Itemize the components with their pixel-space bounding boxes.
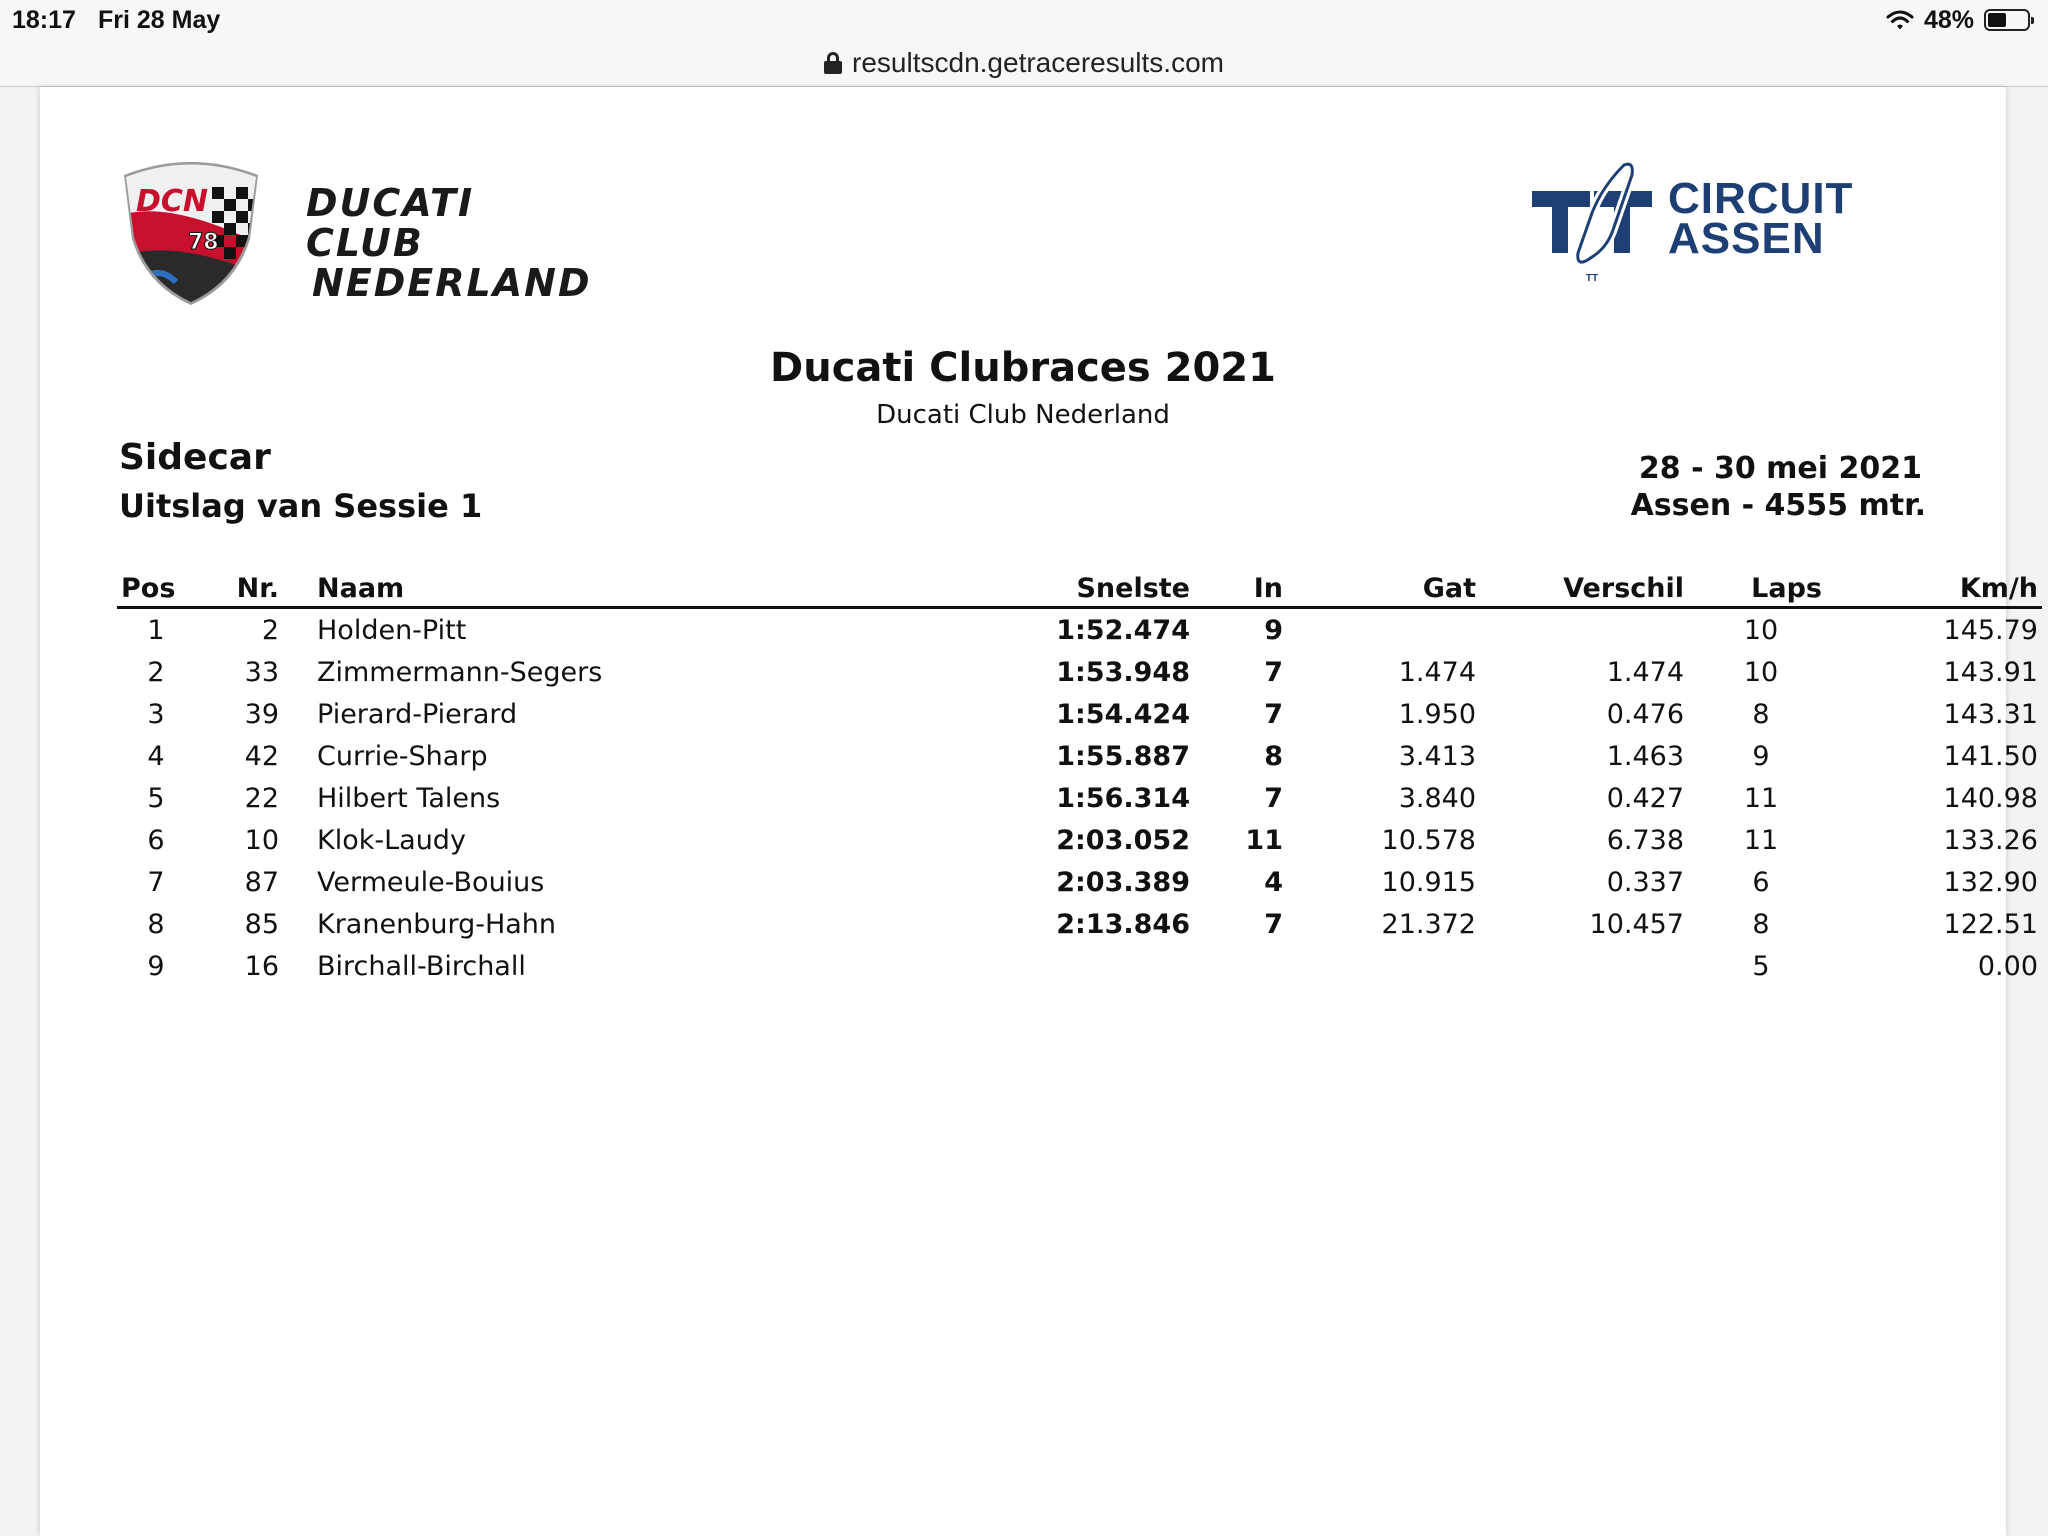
cell-kmh: 132.90 <box>1943 866 2038 898</box>
cell-diff: 0.427 <box>1606 782 1684 814</box>
cell-diff: 0.476 <box>1606 698 1684 730</box>
cell-laps: 5 <box>1752 950 1770 982</box>
status-right <box>1886 5 2030 35</box>
cell-diff: 1.474 <box>1606 656 1684 688</box>
dcn-badge-number: 78 <box>188 230 219 255</box>
cell-number: 42 <box>244 740 279 772</box>
url-text[interactable]: resultscdn.getraceresults.com <box>852 47 1224 78</box>
tt-line1: CIRCUIT <box>1668 174 1854 223</box>
cell-in-lap: 7 <box>1264 656 1283 688</box>
ducati-club-nederland-logo <box>116 157 596 307</box>
cell-in-lap: 9 <box>1264 614 1283 646</box>
cell-in-lap: 8 <box>1264 740 1283 772</box>
col-diff: Verschil <box>1480 568 1688 608</box>
url-display[interactable] <box>824 47 1224 79</box>
cell-pos: 2 <box>147 656 165 688</box>
cell-kmh: 141.50 <box>1943 740 2038 772</box>
cell-pos: 5 <box>147 782 165 814</box>
cell-gap: 10.578 <box>1381 824 1476 856</box>
dcn-line1: DUCATI CLUB <box>306 181 475 265</box>
cell-kmh: 143.31 <box>1943 698 2038 730</box>
cell-pos: 3 <box>147 698 165 730</box>
cell-gap: 3.413 <box>1398 740 1476 772</box>
table-row <box>117 903 2042 945</box>
cell-number: 33 <box>244 656 279 688</box>
table-header-row <box>117 568 2042 608</box>
battery-fill <box>1988 13 2006 27</box>
status-bar <box>0 0 2048 40</box>
cell-laps: 9 <box>1752 740 1770 772</box>
cell-name: Klok-Laudy <box>317 824 466 856</box>
col-gap: Gat <box>1287 568 1480 608</box>
event-venue: Assen - 4555 mtr. <box>1630 488 1926 523</box>
tt-wordmark <box>1668 174 1854 263</box>
cell-best-lap <box>1001 945 1194 987</box>
cell-best-lap: 2:03.389 <box>1056 866 1190 898</box>
tt-circuit-assen-logo <box>1528 157 1928 287</box>
battery-icon <box>1984 9 2030 31</box>
cell-gap: 1.474 <box>1398 656 1476 688</box>
status-time: 18:17 <box>12 6 76 34</box>
cell-best-lap: 1:52.474 <box>1056 614 1190 646</box>
cell-best-lap: 1:56.314 <box>1056 782 1190 814</box>
cell-pos: 1 <box>147 614 165 646</box>
cell-pos: 4 <box>147 740 165 772</box>
table-row <box>117 608 2042 652</box>
lock-icon <box>824 52 842 74</box>
cell-laps: 8 <box>1752 698 1770 730</box>
cell-best-lap: 1:55.887 <box>1056 740 1190 772</box>
cell-number: 2 <box>261 614 279 646</box>
cell-pos: 8 <box>147 908 165 940</box>
cell-in-lap: 7 <box>1264 782 1283 814</box>
cell-best-lap: 2:03.052 <box>1056 824 1190 856</box>
cell-diff: 0.337 <box>1606 866 1684 898</box>
cell-diff: 1.463 <box>1606 740 1684 772</box>
race-class: Sidecar <box>119 437 271 478</box>
col-in: In <box>1194 568 1287 608</box>
cell-in-lap: 7 <box>1264 698 1283 730</box>
address-bar[interactable] <box>0 40 2048 87</box>
cell-gap: 1.950 <box>1398 698 1476 730</box>
event-title: Ducati Clubraces 2021 <box>770 345 1276 391</box>
results-table <box>117 568 2042 987</box>
cell-gap <box>1287 945 1480 987</box>
cell-in-lap: 7 <box>1264 908 1283 940</box>
event-date: 28 - 30 mei 2021 <box>1638 451 1922 486</box>
table-row <box>117 735 2042 777</box>
cell-gap: 21.372 <box>1381 908 1476 940</box>
cell-in-lap: 4 <box>1264 866 1283 898</box>
tt-mark-text: TT <box>1585 273 1599 284</box>
tt-track-icon <box>1528 157 1668 287</box>
table-row <box>117 651 2042 693</box>
cell-number: 85 <box>244 908 279 940</box>
cell-laps: 10 <box>1743 614 1779 646</box>
cell-name: Birchall-Birchall <box>317 950 526 982</box>
status-date: Fri 28 May <box>98 6 221 34</box>
dcn-badge-text: DCN <box>136 184 209 219</box>
dcn-wordmark <box>306 183 596 303</box>
cell-best-lap: 1:53.948 <box>1056 656 1190 688</box>
cell-in-lap <box>1194 945 1287 987</box>
cell-number: 39 <box>244 698 279 730</box>
table-row <box>117 777 2042 819</box>
cell-name: Zimmermann-Segers <box>317 656 603 688</box>
cell-best-lap: 2:13.846 <box>1056 908 1190 940</box>
table-row <box>117 819 2042 861</box>
table-row <box>117 945 2042 987</box>
cell-pos: 9 <box>147 950 165 982</box>
cell-laps: 11 <box>1743 782 1779 814</box>
col-best-lap: Snelste <box>1001 568 1194 608</box>
col-pos: Pos <box>117 568 195 608</box>
cell-diff <box>1480 945 1688 987</box>
dcn-shield-icon <box>116 157 266 307</box>
cell-diff: 10.457 <box>1589 908 1684 940</box>
cell-name: Holden-Pitt <box>317 614 467 646</box>
dcn-line2: NEDERLAND <box>312 261 592 305</box>
cell-best-lap: 1:54.424 <box>1056 698 1190 730</box>
cell-name: Pierard-Pierard <box>317 698 518 730</box>
cell-laps: 6 <box>1752 866 1770 898</box>
col-kmh: Km/h <box>1834 568 2042 608</box>
cell-kmh: 133.26 <box>1943 824 2038 856</box>
col-nr: Nr. <box>195 568 283 608</box>
cell-laps: 8 <box>1752 908 1770 940</box>
cell-pos: 7 <box>147 866 165 898</box>
cell-diff: 6.738 <box>1606 824 1684 856</box>
cell-laps: 11 <box>1743 824 1779 856</box>
table-row <box>117 693 2042 735</box>
wifi-icon <box>1886 9 1914 31</box>
col-name: Naam <box>283 568 1001 608</box>
cell-number: 16 <box>244 950 279 982</box>
cell-gap <box>1287 608 1480 652</box>
battery-percent: 48% <box>1923 5 1974 34</box>
cell-number: 10 <box>244 824 279 856</box>
session-title: Uitslag van Sessie 1 <box>119 487 483 525</box>
cell-number: 87 <box>244 866 279 898</box>
cell-number: 22 <box>244 782 279 814</box>
cell-name: Vermeule-Bouius <box>317 866 545 898</box>
cell-gap: 3.840 <box>1398 782 1476 814</box>
table-row <box>117 861 2042 903</box>
results-body <box>117 608 2042 988</box>
cell-kmh: 145.79 <box>1943 614 2038 646</box>
cell-pos: 6 <box>147 824 165 856</box>
tt-line2: ASSEN <box>1668 214 1825 263</box>
cell-gap: 10.915 <box>1381 866 1476 898</box>
cell-name: Currie-Sharp <box>317 740 488 772</box>
cell-laps: 10 <box>1743 656 1779 688</box>
event-subtitle: Ducati Club Nederland <box>876 400 1170 430</box>
cell-kmh: 143.91 <box>1943 656 2038 688</box>
cell-in-lap: 11 <box>1245 824 1283 856</box>
cell-name: Hilbert Talens <box>317 782 501 814</box>
cell-name: Kranenburg-Hahn <box>317 908 557 940</box>
col-laps: Laps <box>1688 568 1834 608</box>
cell-kmh: 122.51 <box>1943 908 2038 940</box>
results-document <box>40 87 2038 1536</box>
cell-kmh: 0.00 <box>1977 950 2038 982</box>
cell-diff <box>1480 608 1688 652</box>
cell-kmh: 140.98 <box>1943 782 2038 814</box>
